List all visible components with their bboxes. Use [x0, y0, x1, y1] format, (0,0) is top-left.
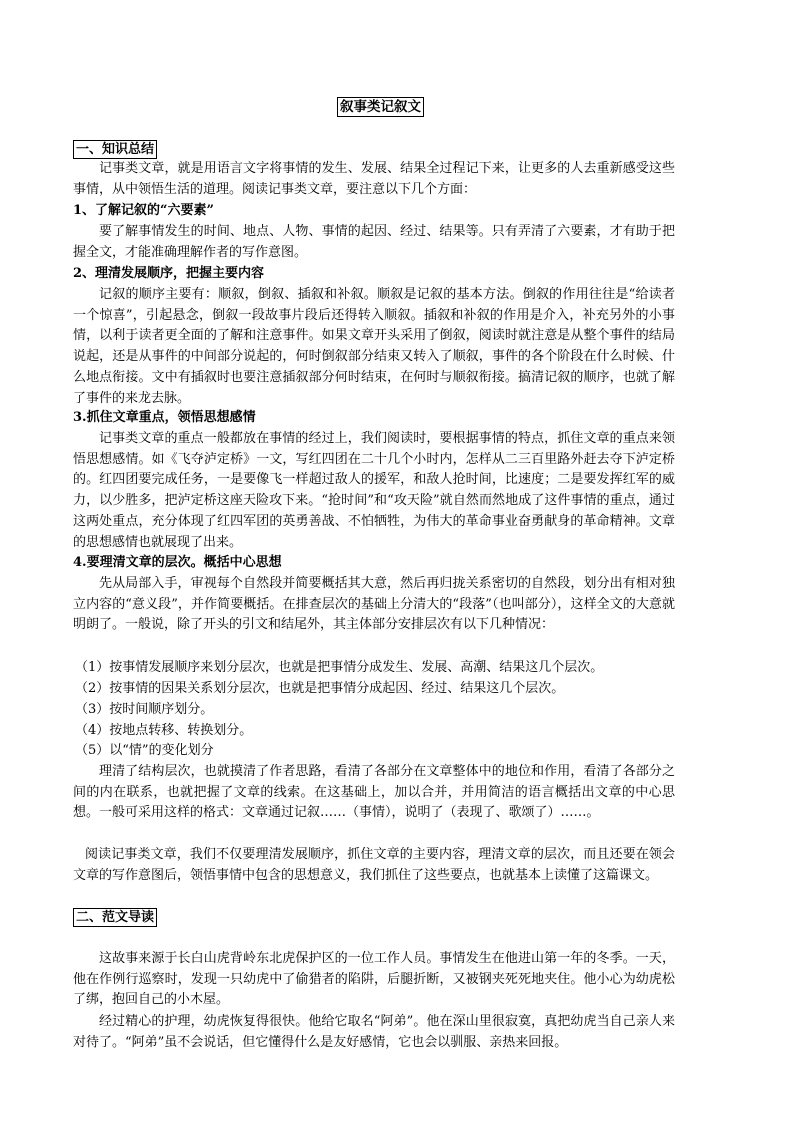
section-heading-knowledge: 一、知识总结	[73, 140, 157, 159]
after-list-paragraph: 理清了结构层次，也就摸清了作者思路，看清了各部分在文章整体中的地位和作用，看清了各部分之间的内在联系，也就把握了文章的线索。在这基础上，加以合并，并用简洁的语言概括出文章的中心思想。一般可采用这样的格式：文章通过记叙……（事情），说明了（表现了、歌颂了）……。	[73, 764, 675, 821]
list-item: （3）按时间顺序划分。	[75, 702, 214, 717]
list-item: （4）按地点转移、转换划分。	[75, 723, 253, 738]
intro-paragraph: 记事类文章，就是用语言文字将事情的发生、发展、结果全过程记下来，让更多的人去重新感受这些事情，从中领悟生活的道理。阅读记事类文章，要注意以下几个方面：	[73, 161, 675, 197]
section-heading-reading: 二、范文导读	[73, 908, 157, 927]
point-heading-1: 1、了解记叙的“六要素”	[73, 203, 215, 218]
point-body-1: 要了解事情发生的时间、地点、人物、事情的起因、经过、结果等。只有弄清了六要素，才有助于把握全文，才能准确理解作者的写作意图。	[73, 224, 675, 260]
point-body-2: 记叙的顺序主要有：顺叙，倒叙、插叙和补叙。顺叙是记叙的基本方法。倒叙的作用往往是“给读者一个惊喜”，引起悬念，倒叙一段故事片段后还得转入顺叙。插叙和补叙的作用是介入，补充另外的小事情，以利于读者更全面的了解和注意事件。如果文章开头采用了倒叙，阅读时就注意是从整个事件的结局说起，还是从事件的中间部分说起的，何时倒叙部分结束又转入了顺叙，事件的各个阶段在什么时候、什么地点衔接。文中有插叙时也要注意插叙部分何时结束，在何时与顺叙衔接。搞清记叙的顺序，也就了解了事件的来龙去脉。	[73, 287, 675, 406]
list-item: （2）按事情的因果关系划分层次，也就是把事情分成起因、经过、结果这几个层次。	[75, 681, 565, 696]
sample-paragraph: 这故事来源于长白山虎背岭东北虎保护区的一位工作人员。事情发生在他进山第一年的冬季。一天，他在作例行巡察时，发现一只幼虎中了偷猎者的陷阱，后腿折断，又被钢夹死死地夹住。他小心为幼虎松了绑，抱回自己的小木屋。	[73, 951, 675, 1008]
closing-paragraph: 阅读记事类文章，我们不仅要理清发展顺序，抓住文章的主要内容，理清文章的层次，而且还要在领会文章的写作意图后，领悟事情中包含的思想意义，我们抓住了这些要点，也就基本上读懂了这篇课文。	[73, 847, 675, 883]
point-heading-3: 3.抓住文章重点，领悟思想感情	[73, 410, 256, 425]
document-title: 叙事类记叙文	[337, 97, 424, 117]
point-body-3: 记事类文章的重点一般都放在事情的经过上，我们阅读时，要根据事情的特点，抓住文章的重点来领悟思想感情。如《飞夺泸定桥》一文，写红四团在二十几个小时内，怎样从二三百里路外赶去夺下泸定桥的。红四团要完成任务，一是要像飞一样超过敌人的援军，和敌人抢时间，比速度；二是要发挥红军的威力，以少胜多，把泸定桥这座天险攻下来。“抢时间”和“攻天险”就自然而然地成了这件事情的重点，通过这两处重点，充分体现了红四军团的英勇善战、不怕牺牲，为伟大的革命事业奋勇献身的革命精神。文章的思想感情也就展现了出来。	[73, 431, 675, 550]
point-heading-2: 2、理清发展顺序，把握主要内容	[73, 266, 265, 281]
point-body-4: 先从局部入手，审视每个自然段并简要概括其大意，然后再归拢关系密切的自然段，划分出有相对独立内容的“意义段”，并作简要概括。在排查层次的基础上分清大的“段落”（也叫部分），这样全文的大意就明朗了。一般说，除了开头的引文和结尾外，其主体部分安排层次有以下几种情况：	[73, 576, 675, 633]
sample-paragraph: 经过精心的护理，幼虎恢复得很快。他给它取名“阿弟”。他在深山里很寂寞，真把幼虎当自己亲人来对待了。“阿弟”虽不会说话，但它懂得什么是友好感情，它也会以驯服、亲热来回报。	[73, 1014, 675, 1050]
point-heading-4: 4.要理清文章的层次。概括中心思想	[73, 555, 282, 570]
list-item: （1）按事情发展顺序来划分层次，也就是把事情分成发生、发展、高潮、结果这几个层次。	[75, 660, 604, 675]
list-item: （5）以“情”的变化划分	[75, 743, 214, 758]
